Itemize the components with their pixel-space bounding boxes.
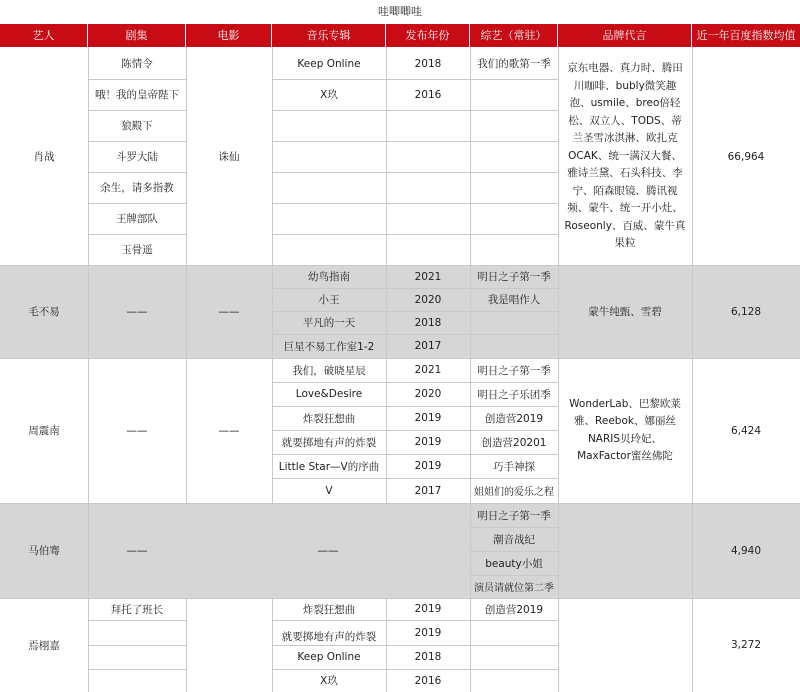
brand-cell: 蒙牛纯甄、雪碧 [588,306,662,318]
variety-cell: 明日之子乐团季 [477,388,551,401]
drama-cell: 玉骨遥 [121,244,153,256]
album-cell: 小王 [318,294,340,306]
album-cell: X玖 [320,89,338,101]
artist-name: 周震南 [28,425,60,437]
album-cell: Little Star—V的序曲 [278,460,380,473]
grid-line [272,110,558,111]
header-drama: 剧集 [88,24,186,47]
index-cell: 4,940 [730,544,762,557]
grid-line [88,620,186,621]
drama-cell: —— [126,424,148,437]
grid-line [272,172,558,173]
grid-line [272,203,558,204]
header-album: 音乐专辑 [272,24,386,47]
album-cell: X玖 [320,675,338,687]
year-cell: 2016 [414,674,442,687]
drama-cell: 哦！我的皇帝陛下 [95,89,179,101]
index-cell: 3,272 [730,639,762,651]
variety-cell: 明日之子第一季 [477,271,551,283]
drama-cell: —— [126,305,148,318]
year-cell: 2018 [414,57,442,70]
year-cell: 2017 [414,340,442,352]
year-cell: 2017 [414,484,442,497]
variety-cell: beauty小姐 [485,557,543,570]
album-cell: Keep Online [297,651,361,663]
album-cell: 幼鸟指南 [308,271,350,283]
grid-line [272,234,558,235]
variety-cell: 巧手神探 [493,460,535,473]
variety-cell: 创造营20201 [481,436,547,449]
header-index: 近一年百度指数均值 [692,24,800,47]
variety-cell: 明日之子第一季 [477,364,551,377]
year-cell: 2021 [414,270,442,283]
album-cell: Love&Desire [295,388,363,400]
artist-name: 毛不易 [28,306,60,318]
index-cell: 6,424 [730,424,762,437]
album-cell: 巨星不易工作室1-2 [283,340,375,353]
artist-name: 焉栩嘉 [28,639,60,652]
year-cell: 2020 [414,293,442,306]
drama-cell: 陈情令 [121,58,153,70]
variety-cell: 我们的歌第一季 [477,58,551,70]
year-cell: 2019 [414,460,442,472]
brand-cell: 京东电器、真力时、腾田川咖啡、bubly微笑趣泡、usmile、breo倍轻松、双立人、TODS、蒂兰圣雪冰淇淋、欧扎克OCAK、统一满汉大餐、雅诗兰黛、石头科技、李宁、陌森眼镜、腾讯视频、蒙牛、统一开小灶、Roseonly、百威、蒙牛真果粒 [564,62,686,250]
year-cell: 2020 [414,388,442,400]
header-brand: 品牌代言 [558,24,692,47]
year-cell: 2018 [414,651,442,663]
year-cell: 2018 [414,316,442,329]
drama-cell: 王牌部队 [116,213,158,225]
page-title: 哇唧唧哇 [378,5,422,18]
variety-cell: 创造营2019 [484,603,544,616]
artist-name: 马伯骞 [28,545,60,557]
index-cell: 6,128 [730,305,762,318]
movie-album-cell: —— [317,544,339,557]
drama-cell: —— [126,544,148,557]
variety-cell: 我是唱作人 [487,294,541,306]
movie-cell: —— [218,305,240,318]
album-cell: 平凡的一天 [302,317,356,329]
album-cell: 就要掷地有声的炸裂 [281,631,377,643]
drama-cell: 斗罗大陆 [116,151,158,163]
variety-cell: 明日之子第一季 [477,509,551,522]
album-cell: V [325,484,333,497]
album-cell: Keep Online [297,57,361,70]
grid-line [88,669,186,670]
header-year: 发布年份 [386,24,470,47]
album-cell: 炸裂狂想曲 [302,412,356,425]
year-cell: 2019 [414,436,442,448]
year-cell: 2021 [414,364,442,376]
grid-line [88,645,186,646]
brand-cell: WonderLab、巴黎欧莱雅、Reebok、娜丽丝NARIS贝玲妃、MaxFactor蜜丝佛陀 [569,397,681,462]
album-cell: 就要掷地有声的炸裂 [281,436,377,449]
year-cell: 2019 [414,626,442,639]
variety-cell: 姐姐们的爱乐之程 [474,487,554,498]
grid-line [272,141,558,142]
variety-cell: 潮音战纪 [493,533,535,546]
year-cell: 2019 [414,603,442,615]
album-cell: 我们，破晓星辰 [292,364,366,377]
header-artist: 艺人 [0,24,88,47]
index-cell: 66,964 [727,150,765,163]
artist-name: 肖战 [33,151,55,163]
variety-cell: 演员请就位第二季 [474,583,554,594]
drama-cell: 拜托了班长 [110,603,164,616]
grid-line [186,598,187,692]
album-cell: 炸裂狂想曲 [302,603,356,616]
drama-cell: 狼殿下 [121,120,153,132]
year-cell: 2019 [414,412,442,424]
year-cell: 2016 [414,88,442,101]
movie-cell: 诛仙 [218,151,240,163]
movie-cell: —— [218,424,240,437]
header-variety: 综艺（常驻） [470,24,558,47]
variety-cell: 创造营2019 [484,412,544,425]
header-movie: 电影 [186,24,272,47]
drama-cell: 余生，请多指教 [100,182,174,194]
